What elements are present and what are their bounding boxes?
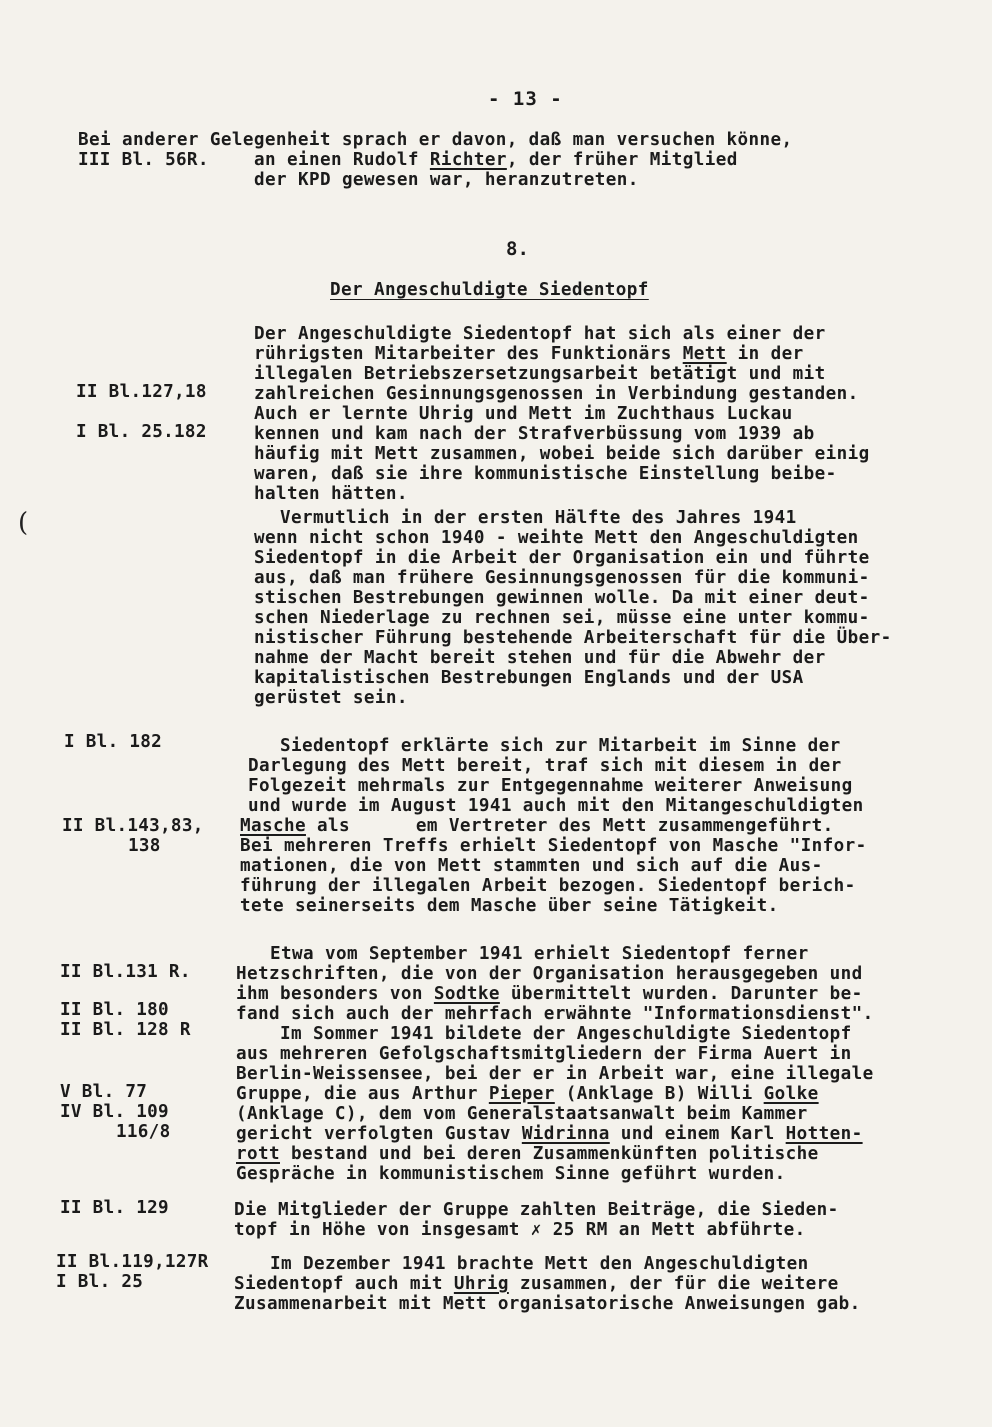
body-text-line: Der Angeschuldigte Siedentopf hat sich als einer der	[254, 324, 826, 344]
body-text-line: Bei mehreren Treffs erhielt Siedentopf von Masche "Infor-	[240, 836, 867, 856]
body-text-line: halten hätten.	[254, 484, 408, 504]
margin-reference: II Bl.127,18	[76, 382, 207, 402]
body-text-line: Darlegung des Mett bereit, traf sich mit diesem in der	[248, 756, 842, 776]
margin-reference: II Bl. 129	[60, 1198, 169, 1218]
body-text-line: wenn nicht schon 1940 - weihte Mett den Angeschuldigten	[254, 528, 859, 548]
margin-reference: V Bl. 77	[60, 1082, 148, 1102]
body-text-line: häufig mit Mett zusammen, wobei beide sich darüber einig	[254, 444, 870, 464]
body-text-line: Im Sommer 1941 bildete der Angeschuldigte Siedentopf	[280, 1024, 852, 1044]
underlined-name: Hotten-	[785, 1124, 863, 1144]
underlined-name: Sodtke	[433, 984, 500, 1004]
underlined-name: Golke	[763, 1084, 819, 1104]
body-text-line: zahlreichen Gesinnungsgenossen in Verbindung gestanden.	[254, 384, 859, 404]
body-text-line: stischen Bestrebungen gewinnen wolle. Da mit einer deut-	[254, 588, 870, 608]
body-text-line: Berlin-Weissensee, bei der er in Arbeit war, eine illegale	[236, 1064, 874, 1084]
body-text-line: Masche als em Vertreter des Mett zusammengeführt.	[240, 816, 834, 836]
underlined-name: Uhrig	[453, 1274, 509, 1294]
body-text-line: tete seinerseits dem Masche über seine Tätigkeit.	[240, 896, 779, 916]
body-text-line: nahme der Macht bereit stehen und für die Abwehr der	[254, 648, 826, 668]
margin-reference: II Bl.131 R.	[60, 962, 191, 982]
body-text-line: Gespräche in kommunistischem Sinne geführt wurden.	[236, 1164, 786, 1184]
margin-reference: III Bl. 56R.	[78, 150, 209, 170]
body-text-line: Gruppe, die aus Arthur Pieper (Anklage B) Willi Golke	[236, 1084, 819, 1104]
body-text-line: Zusammenarbeit mit Mett organisatorische Anweisungen gab.	[234, 1294, 861, 1314]
margin-reference: II Bl. 180	[60, 1000, 169, 1020]
underlined-name: Richter	[429, 150, 507, 170]
body-text-line: aus, daß man frühere Gesinnungsgenossen für die kommuni-	[254, 568, 870, 588]
margin-reference: 138	[128, 836, 161, 856]
margin-reference: II Bl. 128 R	[60, 1020, 191, 1040]
body-text-line: aus mehreren Gefolgschaftsmitgliedern der Firma Auert in	[236, 1044, 852, 1064]
body-text-line: ihm besonders von Sodtke übermittelt wurden. Darunter be-	[236, 984, 863, 1004]
body-text-line: und wurde im August 1941 auch mit den Mitangeschuldigten	[248, 796, 864, 816]
margin-reference: II Bl.143,83,	[62, 816, 204, 836]
body-text-line: der KPD gewesen war, heranzutreten.	[254, 170, 639, 190]
body-text-line: an einen Rudolf Richter, der früher Mitglied	[254, 150, 738, 170]
margin-reference: I Bl. 25	[56, 1272, 144, 1292]
body-text-line: rührigsten Mitarbeiter des Funktionärs Mett in der	[254, 344, 804, 364]
body-text-line: (Anklage C), dem vom Generalstaatsanwalt beim Kammer	[236, 1104, 808, 1124]
body-text-line: Siedentopf erklärte sich zur Mitarbeit im Sinne der	[280, 736, 841, 756]
underlined-name: rott	[236, 1144, 280, 1164]
section-title: Der Angeschuldigte Siedentopf	[330, 280, 649, 300]
body-text-line: mationen, die von Mett stammten und sich auf die Aus-	[240, 856, 823, 876]
underlined-name: Widrinna	[521, 1124, 610, 1144]
body-text-line: Etwa vom September 1941 erhielt Siedentopf ferner	[270, 944, 809, 964]
body-text-line: Bei anderer Gelegenheit sprach er davon, daß man versuchen könne,	[78, 130, 793, 150]
body-text-line: kennen und kam nach der Strafverbüssung vom 1939 ab	[254, 424, 815, 444]
body-text-line: Siedentopf in die Arbeit der Organisation ein und führte	[254, 548, 870, 568]
body-text-line: Die Mitglieder der Gruppe zahlten Beiträge, die Sieden-	[234, 1200, 839, 1220]
margin-reference: 116/8	[116, 1122, 171, 1142]
margin-reference: IV Bl. 109	[60, 1102, 169, 1122]
margin-mark: (	[18, 508, 29, 538]
body-text-line: Auch er lernte Uhrig und Mett im Zuchthaus Luckau	[254, 404, 793, 424]
underlined-name: Mett	[682, 344, 727, 364]
body-text-line: schen Niederlage zu rechnen sei, müsse eine unter kommu-	[254, 608, 870, 628]
body-text-line: Hetzschriften, die von der Organisation herausgegeben und	[236, 964, 863, 984]
margin-reference: I Bl. 25.182	[76, 422, 207, 442]
underlined-name: Pieper	[488, 1084, 555, 1104]
body-text-line: Im Dezember 1941 brachte Mett den Angeschuldigten	[270, 1254, 809, 1274]
body-text-line: gerüstet sein.	[254, 688, 408, 708]
margin-reference: I Bl. 182	[64, 732, 163, 752]
body-text-line: gericht verfolgten Gustav Widrinna und einem Karl Hotten-	[236, 1124, 863, 1144]
body-text-line: Folgezeit mehrmals zur Entgegennahme weiterer Anweisung	[248, 776, 853, 796]
body-text-line: fand sich auch der mehrfach erwähnte "Informationsdienst".	[236, 1004, 874, 1024]
body-text-line: rott bestand und bei deren Zusammenkünften politische	[236, 1144, 819, 1164]
section-number: 8.	[506, 238, 529, 260]
body-text-line: waren, daß sie ihre kommunistische Einstellung beibe-	[254, 464, 837, 484]
body-text-line: führung der illegalen Arbeit bezogen. Siedentopf berich-	[240, 876, 856, 896]
body-text-line: illegalen Betriebszersetzungsarbeit betätigt und mit	[254, 364, 826, 384]
body-text-line: Vermutlich in der ersten Hälfte des Jahres 1941	[280, 508, 797, 528]
margin-reference: II Bl.119,127R	[56, 1252, 209, 1272]
underlined-name: Masche	[240, 816, 306, 836]
body-text-line: nistischer Führung bestehende Arbeiterschaft für die Über-	[254, 628, 892, 648]
body-text-line: topf in Höhe von insgesamt ✗ 25 RM an Mett abführte.	[234, 1220, 806, 1240]
body-text-line: kapitalistischen Bestrebungen Englands und der USA	[254, 668, 804, 688]
body-text-line: Siedentopf auch mit Uhrig zusammen, der für die weitere	[234, 1274, 839, 1294]
page-number: - 13 -	[488, 88, 563, 110]
